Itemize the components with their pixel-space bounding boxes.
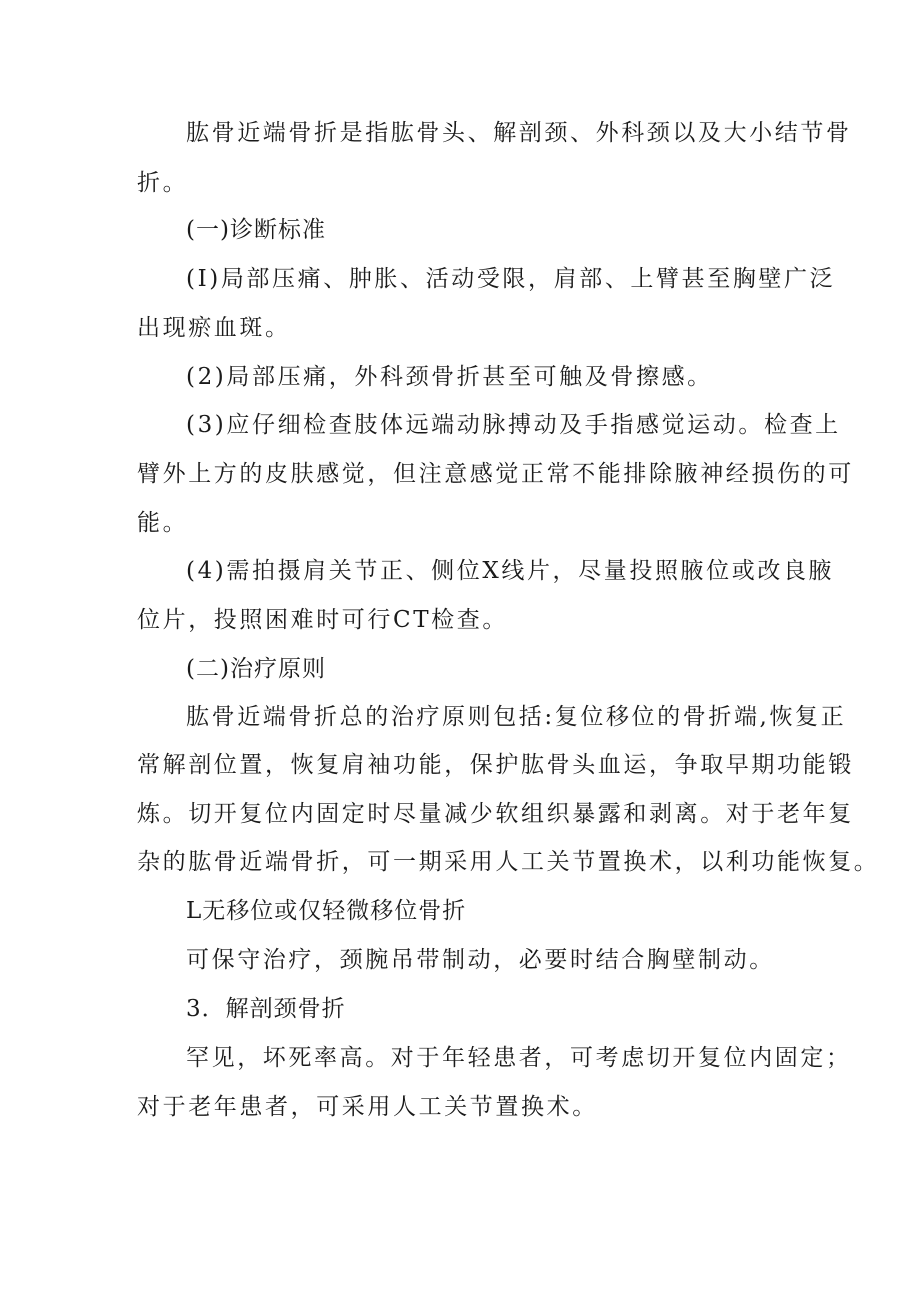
section-heading-diagnosis: (一)诊断标准 <box>186 217 326 243</box>
anatomic-neck-line-1: 罕见，坏死率高。对于年轻患者，可考虑切开复位内固定； <box>186 1045 852 1071</box>
diagnosis-item-1-line-1: (I)局部压痛、肿胀、活动受限，肩部、上臂甚至胸壁广泛 <box>186 266 836 292</box>
treatment-para-line-4: 杂的肱骨近端骨折，可一期采用人工关节置换术，以利功能恢复。 <box>137 849 880 875</box>
diagnosis-item-2-line-1: (2)局部压痛，外科颈骨折甚至可触及骨擦感。 <box>186 364 713 390</box>
section-heading-treatment: (二)治疗原则 <box>186 656 326 682</box>
nondisplaced-fracture-text: 可保守治疗，颈腕吊带制动，必要时结合胸壁制动。 <box>186 947 775 973</box>
diagnosis-item-4-line-1: (4)需拍摄肩关节正、侧位X线片，尽量投照腋位或改良腋 <box>186 558 835 584</box>
treatment-para-line-2: 常解剖位置，恢复肩袖功能，保护肱骨头血运，争取早期功能锻 <box>137 752 854 778</box>
intro-line-2: 折。 <box>137 170 189 196</box>
intro-line-1: 肱骨近端骨折是指肱骨头、解剖颈、外科颈以及大小结节骨 <box>186 120 852 146</box>
subheading-nondisplaced-fracture: L无移位或仅轻微移位骨折 <box>186 898 467 924</box>
diagnosis-item-4-line-2: 位片，投照困难时可行CT检查。 <box>137 607 508 633</box>
treatment-para-line-3: 炼。切开复位内固定时尽量减少软组织暴露和剥离。对于老年复 <box>137 801 854 827</box>
subheading-anatomic-neck-fracture: 3．解剖颈骨折 <box>186 996 346 1022</box>
diagnosis-item-3-line-3: 能。 <box>137 510 189 536</box>
diagnosis-item-3-line-1: (3)应仔细检查肢体远端动脉搏动及手指感觉运动。检查上 <box>186 412 841 438</box>
diagnosis-item-1-line-2: 出现瘀血斑。 <box>137 315 291 341</box>
anatomic-neck-line-2: 对于老年患者，可采用人工关节置换术。 <box>137 1094 598 1120</box>
diagnosis-item-3-line-2: 臂外上方的皮肤感觉，但注意感觉正常不能排除腋神经损伤的可 <box>137 461 854 487</box>
treatment-para-line-1: 肱骨近端骨折总的治疗原则包括:复位移位的骨折端,恢复正 <box>186 704 847 730</box>
